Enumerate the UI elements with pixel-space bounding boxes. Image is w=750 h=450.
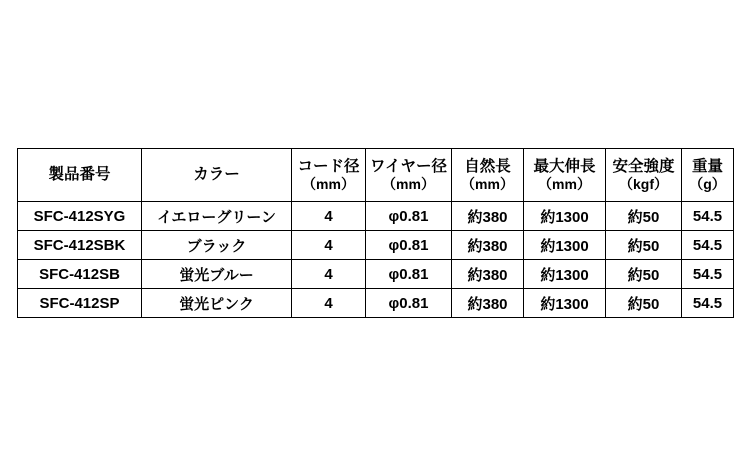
cell-natural-length: 約380 bbox=[452, 260, 524, 289]
column-header-color bbox=[142, 149, 292, 202]
cell-cord-diameter: 4 bbox=[292, 231, 366, 260]
column-header-safe-strength bbox=[606, 149, 682, 202]
cell-cord-diameter: 4 bbox=[292, 289, 366, 318]
cell-color: 蛍光ブルー bbox=[142, 260, 292, 289]
column-header-wire-diameter bbox=[366, 149, 452, 202]
column-header-natural-length bbox=[452, 149, 524, 202]
table-header bbox=[18, 149, 734, 202]
column-header-unit: （mm） bbox=[461, 175, 514, 192]
cell-color: イエローグリーン bbox=[142, 202, 292, 231]
cell-natural-length: 約380 bbox=[452, 289, 524, 318]
table-row bbox=[18, 260, 734, 289]
table-row bbox=[18, 202, 734, 231]
column-header-unit: （kgf） bbox=[619, 175, 668, 192]
cell-cord-diameter: 4 bbox=[292, 202, 366, 231]
cell-wire-diameter: φ0.81 bbox=[366, 260, 452, 289]
table-body bbox=[18, 202, 734, 318]
cell-weight: 54.5 bbox=[682, 289, 734, 318]
table-row bbox=[18, 289, 734, 318]
column-header-part-number bbox=[18, 149, 142, 202]
cell-natural-length: 約380 bbox=[452, 231, 524, 260]
column-header-label: 自然長 bbox=[464, 157, 511, 175]
column-header-unit: （mm） bbox=[382, 175, 435, 192]
cell-part-number: SFC-412SYG bbox=[18, 202, 142, 231]
cell-safe-strength: 約50 bbox=[606, 289, 682, 318]
cell-part-number: SFC-412SB bbox=[18, 260, 142, 289]
column-header-label: 最大伸長 bbox=[533, 157, 596, 175]
cell-color: 蛍光ピンク bbox=[142, 289, 292, 318]
specification-table bbox=[17, 148, 734, 318]
cell-part-number: SFC-412SP bbox=[18, 289, 142, 318]
column-header-max-length bbox=[524, 149, 606, 202]
cell-safe-strength: 約50 bbox=[606, 260, 682, 289]
column-header-weight bbox=[682, 149, 734, 202]
cell-color: ブラック bbox=[142, 231, 292, 260]
column-header-label: コード径 bbox=[297, 157, 360, 175]
cell-weight: 54.5 bbox=[682, 202, 734, 231]
column-header-unit: （g） bbox=[689, 175, 726, 192]
cell-max-length: 約1300 bbox=[524, 260, 606, 289]
column-header-label: ワイヤー径 bbox=[369, 157, 448, 175]
specification-table-container bbox=[17, 148, 733, 318]
cell-wire-diameter: φ0.81 bbox=[366, 202, 452, 231]
cell-safe-strength: 約50 bbox=[606, 202, 682, 231]
cell-cord-diameter: 4 bbox=[292, 260, 366, 289]
cell-natural-length: 約380 bbox=[452, 202, 524, 231]
column-header-label: 重量 bbox=[691, 157, 723, 175]
cell-weight: 54.5 bbox=[682, 231, 734, 260]
column-header-label: 製品番号 bbox=[48, 166, 111, 184]
column-header-unit: （mm） bbox=[302, 175, 355, 192]
cell-wire-diameter: φ0.81 bbox=[366, 289, 452, 318]
table-row bbox=[18, 231, 734, 260]
column-header-cord-diameter bbox=[292, 149, 366, 202]
column-header-unit: （mm） bbox=[538, 175, 591, 192]
cell-max-length: 約1300 bbox=[524, 231, 606, 260]
column-header-label: カラー bbox=[193, 166, 240, 184]
column-header-label: 安全強度 bbox=[612, 157, 675, 175]
table-header-row bbox=[18, 149, 734, 202]
cell-weight: 54.5 bbox=[682, 260, 734, 289]
cell-part-number: SFC-412SBK bbox=[18, 231, 142, 260]
cell-max-length: 約1300 bbox=[524, 289, 606, 318]
cell-wire-diameter: φ0.81 bbox=[366, 231, 452, 260]
cell-max-length: 約1300 bbox=[524, 202, 606, 231]
cell-safe-strength: 約50 bbox=[606, 231, 682, 260]
